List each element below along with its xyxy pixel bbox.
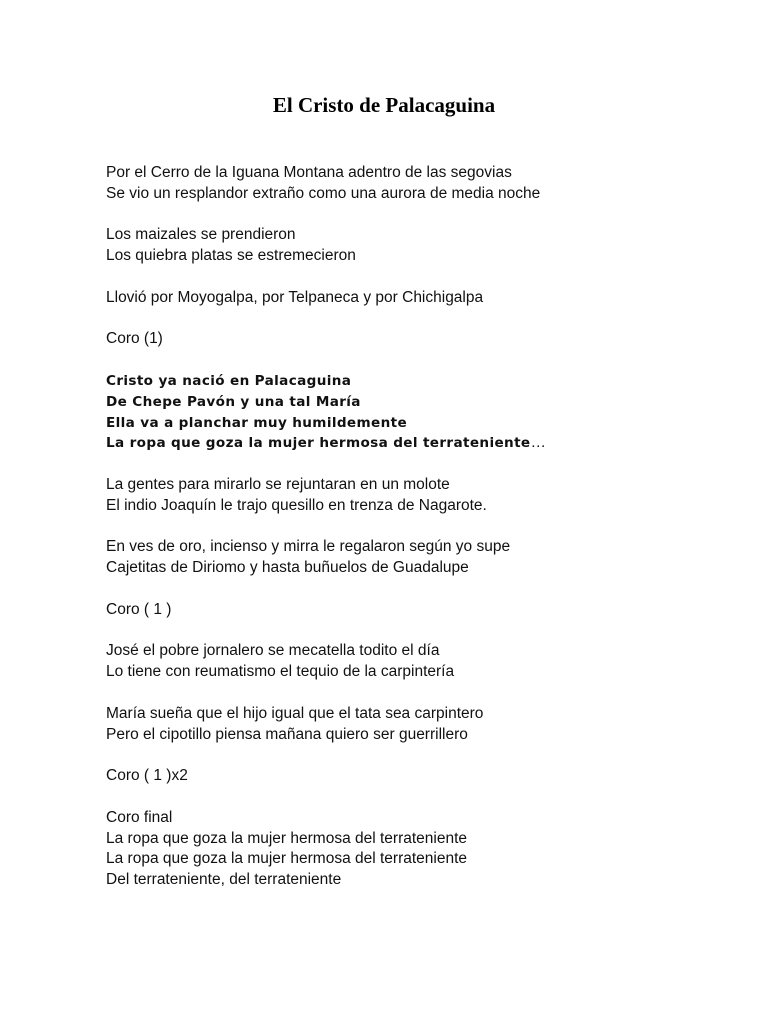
chorus-label: Coro ( 1 )x2 xyxy=(106,767,188,785)
lyrics-body xyxy=(106,163,746,912)
stanza-3 xyxy=(106,288,746,309)
final-chorus-stanza xyxy=(106,808,746,891)
lyric-line: La ropa que goza la mujer hermosa del terrateniente xyxy=(106,850,468,868)
lyric-line: Pero el cipotillo piensa mañana quiero ser guerrillero xyxy=(106,725,468,743)
chorus-label: Coro (1) xyxy=(106,330,163,348)
lyric-line: Por el Cerro de la Iguana Montana adentro de las segovias xyxy=(106,164,512,181)
stanza-8 xyxy=(106,641,746,683)
chorus-line-text: La ropa que goza la mujer hermosa del terrateniente xyxy=(106,435,531,452)
chorus-label: Coro final xyxy=(106,808,173,826)
lyric-line: Llovió por Moyogalpa, por Telpaneca y por Chichigalpa xyxy=(106,288,484,306)
song-title: El Cristo de Palacaguina xyxy=(272,93,496,117)
lyric-line: Lo tiene con reumatismo el tequio de la carpintería xyxy=(106,663,455,681)
stanza-5 xyxy=(106,475,746,517)
chorus-label: Coro ( 1 ) xyxy=(106,600,172,618)
chorus-line: Ella va a planchar muy humildemente xyxy=(106,414,408,431)
lyric-line: El indio Joaquín le trajo quesillo en trenza de Nagarote. xyxy=(106,496,487,514)
lyric-line: La gentes para mirarlo se rejuntaran en un molote xyxy=(106,475,450,493)
chorus-stanza xyxy=(106,371,746,454)
lyric-line: María sueña que el hijo igual que el tata sea carpintero xyxy=(106,704,484,722)
lyric-line: Los maizales se prendieron xyxy=(106,226,296,244)
lyric-line: La ropa que goza la mujer hermosa del terrateniente xyxy=(106,829,468,847)
chorus-marker-1 xyxy=(106,329,746,350)
lyric-line: En ves de oro, incienso y mirra le regalaron según yo supe xyxy=(106,538,511,556)
lyric-line: Cajetitas de Diriomo y hasta buñuelos de Guadalupe xyxy=(106,559,469,577)
chorus-line: De Chepe Pavón y una tal María xyxy=(106,393,361,410)
lyric-line: Del terrateniente, del terrateniente xyxy=(106,871,342,889)
chorus-ellipsis: … xyxy=(530,434,547,452)
chorus-line xyxy=(106,433,746,454)
stanza-9 xyxy=(106,704,746,746)
lyric-line: Los quiebra platas se estremecieron xyxy=(106,247,356,265)
lyric-line: José el pobre jornalero se mecatella todito el día xyxy=(106,642,440,660)
lyric-line: Se vio un resplandor extraño como una aurora de media noche xyxy=(106,184,541,202)
chorus-marker-2 xyxy=(106,600,746,621)
chorus-line: Cristo ya nació en Palacaguina xyxy=(106,372,352,389)
stanza-2 xyxy=(106,225,746,267)
stanza-6 xyxy=(106,537,746,579)
chorus-marker-3 xyxy=(106,766,746,787)
stanza-1 xyxy=(106,163,746,205)
